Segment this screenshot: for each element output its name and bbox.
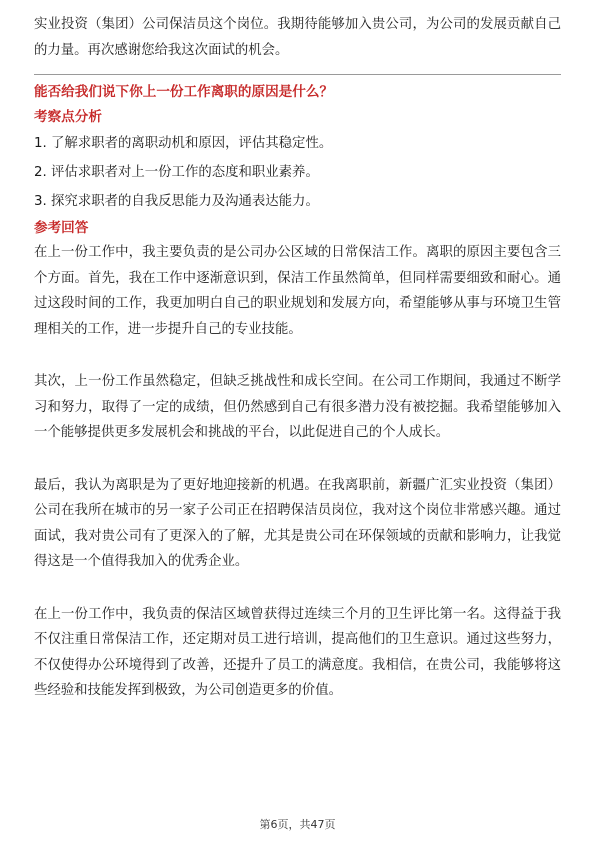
- answer-paragraph: 最后，我认为离职是为了更好地迎接新的机遇。在我离职前，新疆广汇实业投资（集团）公司在我所在城市的另一家子公司正在招聘保洁员岗位，我对这个岗位非常感兴趣。通过面试，我对贵公司有了更深入的了解，尤其是贵公司在环保领域的贡献和影响力，让我觉得这是一个值得我加入的优秀企业。: [34, 477, 561, 569]
- document-page: [34, 12, 561, 704]
- section-divider: [34, 74, 561, 75]
- page-number: 第6页，共47页: [259, 818, 336, 831]
- paragraph-spacer: [34, 446, 561, 473]
- paragraph-spacer: [34, 575, 561, 602]
- list-item: 1. 了解求职者的离职动机和原因，评估其稳定性。: [34, 136, 333, 151]
- answer-paragraph: 在上一份工作中，我主要负责的是公司办公区域的日常保洁工作。离职的原因主要包含三个方面。首先，我在工作中逐渐意识到，保洁工作虽然简单，但同样需要细致和耐心。通过这段时间的工作，我更加明白自己的职业规划和发展方向，希望能够从事与环境卫生管理相关的工作，进一步提升自己的专业技能。: [34, 245, 561, 337]
- list-item: 2. 评估求职者对上一份工作的态度和职业素养。: [34, 165, 319, 180]
- paragraph-spacer: [34, 342, 561, 369]
- answer-paragraph: 其次，上一份工作虽然稳定，但缺乏挑战性和成长空间。在公司工作期间，我通过不断学习和努力，取得了一定的成绩，但仍然感到自己有很多潜力没有被挖掘。我希望能够加入一个能够提供更多发展机会和挑战的平台，以此促进自己的个人成长。: [34, 374, 561, 440]
- answer-paragraph: 在上一份工作中，我负责的保洁区域曾获得过连续三个月的卫生评比第一名。这得益于我不仅注重日常保洁工作，还定期对员工进行培训，提高他们的卫生意识。通过这些努力，不仅使得办公环境得到了改善，还提升了员工的满意度。我相信，在贵公司，我能够将这些经验和技能发挥到极致，为公司创造更多的价值。: [34, 606, 561, 698]
- question-heading: 能否给我们说下你上一份工作离职的原因是什么？: [34, 84, 334, 100]
- analysis-label: 考察点分析: [34, 109, 102, 125]
- reference-label: 参考回答: [34, 220, 89, 236]
- list-item: 3. 探究求职者的自我反思能力及沟通表达能力。: [34, 194, 319, 209]
- intro-paragraph: 实业投资（集团）公司保洁员这个岗位。我期待能够加入贵公司，为公司的发展贡献自己的力量。再次感谢您给我这次面试的机会。: [34, 17, 561, 58]
- analysis-list: [34, 129, 561, 216]
- reference-answer: [34, 240, 561, 704]
